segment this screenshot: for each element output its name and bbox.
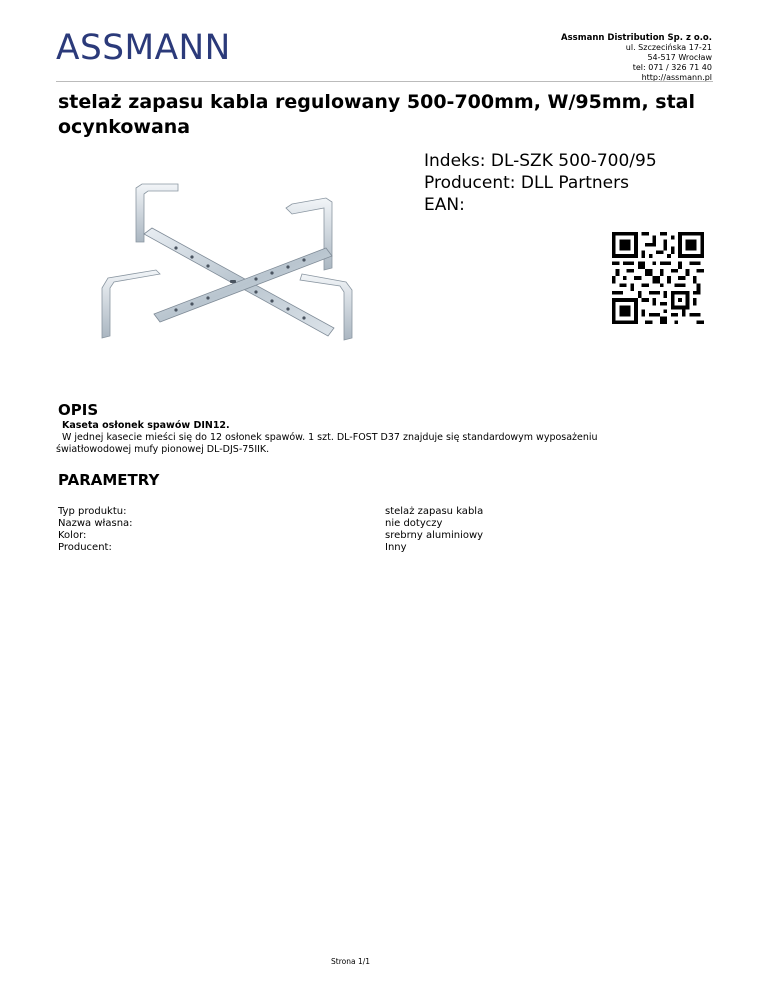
parameter-key: Producent: — [58, 542, 112, 553]
parameter-row — [58, 518, 718, 530]
parameter-value: srebrny aluminiowy — [385, 530, 484, 541]
assmann-logo: ASSMANN — [56, 28, 231, 68]
company-name: Assmann Distribution Sp. z o.o. — [561, 33, 712, 43]
product-identifiers — [424, 150, 657, 216]
address-line: 54-517 Wrocław — [647, 53, 712, 62]
opis-description — [56, 432, 716, 456]
website-link[interactable]: http://assmann.pl — [641, 73, 712, 82]
product-ean: EAN: — [424, 195, 465, 215]
cable-reserve-rack-image — [96, 178, 366, 346]
parameter-key: Nazwa własna: — [58, 518, 133, 529]
parameter-value: stelaż zapasu kabla — [385, 506, 484, 517]
page-number: Strona 1/1 — [331, 957, 371, 966]
phone-line: tel: 071 / 326 71 40 — [632, 63, 712, 72]
parameter-key: Kolor: — [58, 530, 87, 541]
parameter-row — [58, 542, 718, 554]
opis-subtitle: Kaseta osłonek spawów DIN12. — [62, 420, 230, 431]
parametry-heading: PARAMETRY — [58, 471, 160, 489]
product-index: Indeks: DL-SZK 500-700/95 — [424, 151, 657, 171]
parameter-row — [58, 530, 718, 542]
opis-text-line: światłowodowej mufy pionowej DL-DJS-75IIK. — [56, 444, 270, 455]
opis-text-line: W jednej kasecie mieści się do 12 osłonek spawów. 1 szt. DL-FOST D37 znajduje się standardowym wyposażeniu — [62, 432, 598, 443]
company-info — [561, 33, 712, 83]
parameter-row — [58, 506, 718, 518]
parameter-value: Inny — [385, 542, 407, 553]
address-line: ul. Szczecińska 17-21 — [625, 43, 712, 52]
product-title: stelaż zapasu kabla regulowany 500-700mm, W/95mm, stal ocynkowana — [58, 91, 696, 138]
parameter-key: Typ produktu: — [58, 506, 127, 517]
qr-code-icon — [609, 232, 707, 324]
product-producer: Producent: DLL Partners — [424, 173, 629, 193]
opis-heading: OPIS — [58, 401, 99, 419]
parameter-value: nie dotyczy — [385, 518, 443, 529]
header-divider — [56, 81, 713, 82]
parameters-table — [58, 506, 718, 554]
